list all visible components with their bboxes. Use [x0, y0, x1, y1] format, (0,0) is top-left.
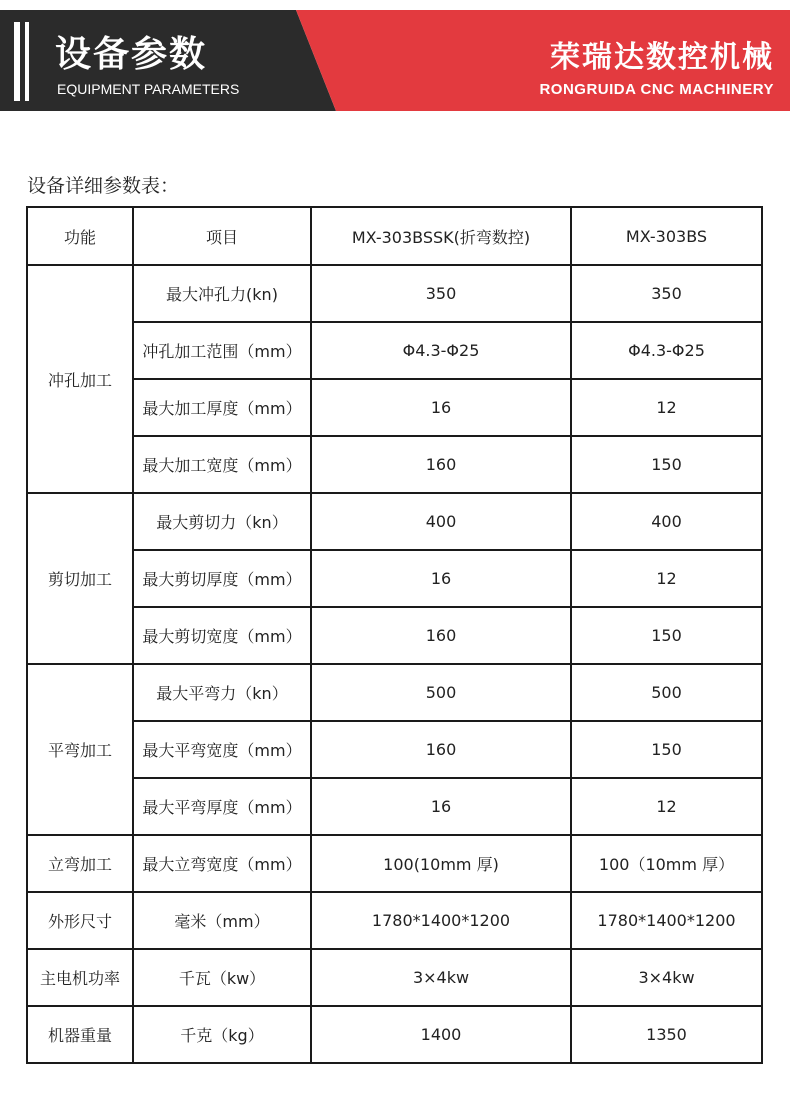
- model-a-value: 1400: [311, 1006, 571, 1063]
- model-b-value: 350: [571, 265, 762, 322]
- model-a-value: 16: [311, 550, 571, 607]
- item-cell: 最大加工宽度（mm）: [133, 436, 311, 493]
- table-row: [27, 949, 762, 1006]
- model-a-value: Φ4.3-Φ25: [311, 322, 571, 379]
- table-row: [27, 322, 762, 379]
- item-cell: 千瓦（kw）: [133, 949, 311, 1006]
- model-b-value: 400: [571, 493, 762, 550]
- header-banner: [0, 10, 790, 111]
- item-cell: 最大平弯厚度（mm）: [133, 778, 311, 835]
- header-item: 项目: [133, 207, 311, 265]
- item-cell: 最大平弯力（kn）: [133, 664, 311, 721]
- item-cell: 冲孔加工范围（mm）: [133, 322, 311, 379]
- model-a-value: 500: [311, 664, 571, 721]
- table-row: [27, 607, 762, 664]
- item-cell: 最大剪切力（kn）: [133, 493, 311, 550]
- parameters-table: [26, 206, 763, 1064]
- table-row: [27, 664, 762, 721]
- model-a-value: 16: [311, 778, 571, 835]
- function-cell: 机器重量: [27, 1006, 133, 1063]
- model-a-value: 1780*1400*1200: [311, 892, 571, 949]
- model-b-value: 1780*1400*1200: [571, 892, 762, 949]
- model-b-value: 100（10mm 厚）: [571, 835, 762, 892]
- item-cell: 最大加工厚度（mm）: [133, 379, 311, 436]
- function-cell: 主电机功率: [27, 949, 133, 1006]
- model-b-value: 150: [571, 607, 762, 664]
- function-cell: 平弯加工: [27, 664, 133, 835]
- function-cell: 立弯加工: [27, 835, 133, 892]
- model-b-value: Φ4.3-Φ25: [571, 322, 762, 379]
- item-cell: 最大冲孔力(kn): [133, 265, 311, 322]
- table-row: [27, 721, 762, 778]
- model-b-value: 12: [571, 778, 762, 835]
- model-a-value: 3×4kw: [311, 949, 571, 1006]
- model-b-value: 1350: [571, 1006, 762, 1063]
- page-subtitle: EQUIPMENT PARAMETERS: [57, 81, 240, 97]
- table-caption: 设备详细参数表：: [27, 175, 180, 197]
- model-a-value: 400: [311, 493, 571, 550]
- function-cell: 冲孔加工: [27, 265, 133, 493]
- page-title: 设备参数: [55, 34, 208, 75]
- item-cell: 最大剪切宽度（mm）: [133, 607, 311, 664]
- model-b-value: 150: [571, 721, 762, 778]
- model-b-value: 500: [571, 664, 762, 721]
- model-b-value: 150: [571, 436, 762, 493]
- item-cell: 最大立弯宽度（mm）: [133, 835, 311, 892]
- model-b-value: 12: [571, 550, 762, 607]
- item-cell: 最大平弯宽度（mm）: [133, 721, 311, 778]
- item-cell: 毫米（mm）: [133, 892, 311, 949]
- brand-name-en: RONGRUIDA CNC MACHINERY: [539, 81, 774, 98]
- model-b-value: 3×4kw: [571, 949, 762, 1006]
- table-row: [27, 892, 762, 949]
- item-cell: 千克（kg）: [133, 1006, 311, 1063]
- header-model-b: MX-303BS: [571, 207, 762, 265]
- table-row: [27, 550, 762, 607]
- table-row: [27, 778, 762, 835]
- brand-name: 荣瑞达数控机械: [550, 40, 774, 75]
- model-a-value: 16: [311, 379, 571, 436]
- table-row: [27, 1006, 762, 1063]
- model-a-value: 160: [311, 607, 571, 664]
- table-row: [27, 379, 762, 436]
- table-row: [27, 835, 762, 892]
- table-row: [27, 493, 762, 550]
- table-row: [27, 265, 762, 322]
- header-function: 功能: [27, 207, 133, 265]
- table-header-row: [27, 207, 762, 265]
- function-cell: 剪切加工: [27, 493, 133, 664]
- model-a-value: 350: [311, 265, 571, 322]
- model-a-value: 100(10mm 厚): [311, 835, 571, 892]
- item-cell: 最大剪切厚度（mm）: [133, 550, 311, 607]
- model-a-value: 160: [311, 436, 571, 493]
- function-cell: 外形尺寸: [27, 892, 133, 949]
- header-model-a: MX-303BSSK(折弯数控): [311, 207, 571, 265]
- model-a-value: 160: [311, 721, 571, 778]
- model-b-value: 12: [571, 379, 762, 436]
- table-row: [27, 436, 762, 493]
